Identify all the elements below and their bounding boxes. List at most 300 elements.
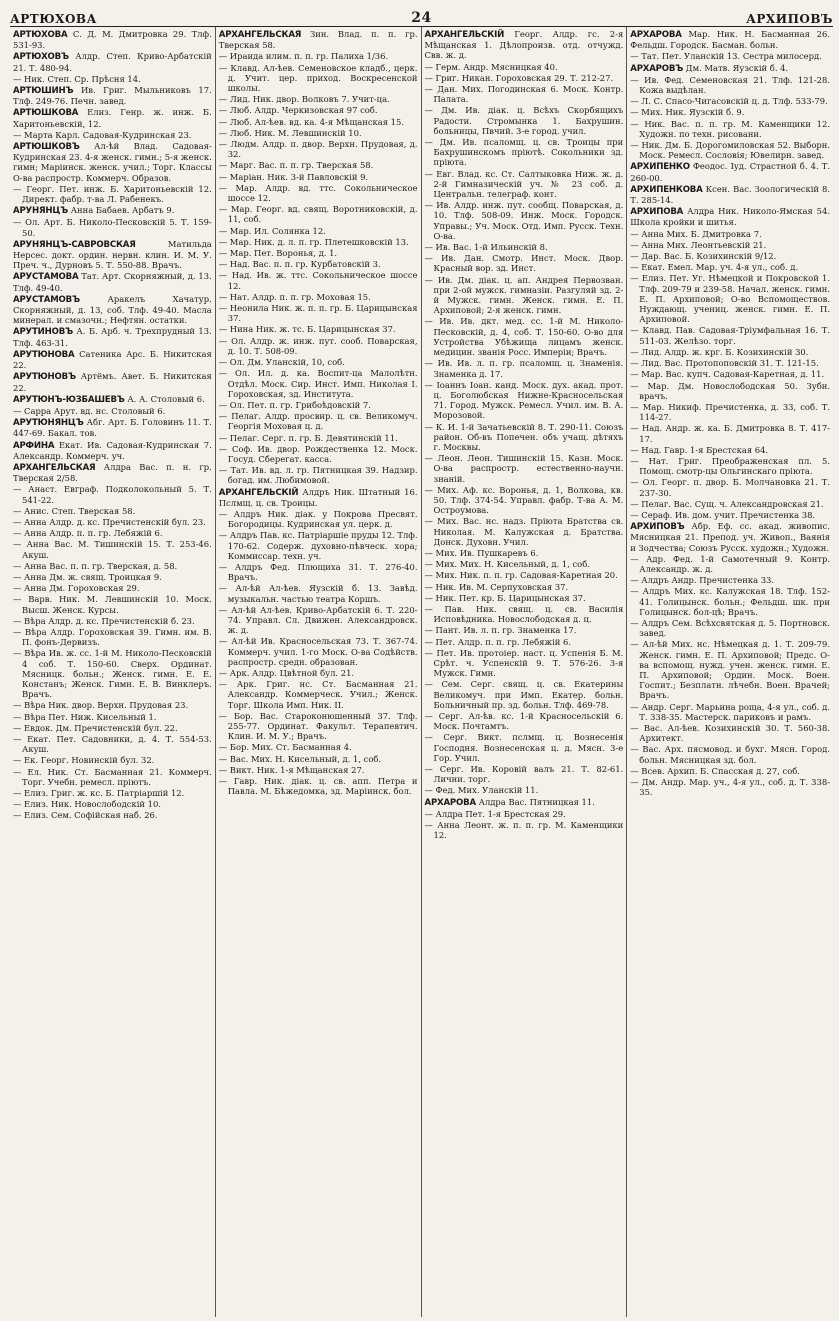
directory-entry bbox=[13, 517, 212, 527]
surname-heading: АРУТЮНОВЪ bbox=[13, 372, 76, 383]
directory-entry-head bbox=[13, 462, 212, 483]
directory-entry-head bbox=[425, 29, 624, 61]
directory-entry bbox=[425, 604, 624, 624]
entry-text: Мар. Георг. вд. свящ. Воротниковскій, д. 11, соб. bbox=[227, 204, 418, 225]
directory-entry bbox=[425, 253, 624, 273]
surname-heading: АРХАНГЕЛЬСКІЙ bbox=[424, 30, 505, 40]
entry-text: Дар. Вас. Б. Козихинскій 9/12. bbox=[641, 251, 777, 262]
entry-text: Ив. Дан. Смотр. Инст. Моск. Двор. Красный вор. зд. Инст. bbox=[433, 253, 624, 274]
entry-text: Мар. Вас. купч. Садовая-Каретная, д. 11. bbox=[641, 369, 825, 380]
directory-entry bbox=[219, 562, 418, 582]
entry-text: Ив. Фед. Семеновская 21. Тлф. 121-28. Кожа выдѣлан. bbox=[639, 74, 831, 96]
directory-entry bbox=[219, 226, 418, 236]
entry-text: Ник. Дм. Б. Дорогомиловская 52. Выборн. Моск. Ремесл. Сословія; Ювелирн. завед. bbox=[639, 140, 830, 161]
entry-text: Елиз. Григ. ж. кс. Б. Патріаршій 12. bbox=[24, 788, 185, 799]
entry-text: Анис. Степ. Тверская 58. bbox=[24, 505, 136, 516]
directory-entry bbox=[219, 711, 418, 742]
entry-text: Ол. Ил. д. ка. Воспит-ца Малолѣтн. Отдѣл. Моск. Сир. Инст. Имп. Николая I. Гороховская, зд. Института. bbox=[227, 368, 418, 399]
entry-text: Анна Бабаев. Арбатъ 9. bbox=[70, 205, 175, 216]
entry-text: Алдръ Андр. Пречистенка 33. bbox=[641, 575, 775, 586]
directory-entry bbox=[219, 324, 418, 334]
entry-text: Пет. Алдр. п. п. гр. Лебяжій 6. bbox=[435, 636, 572, 647]
directory-entry-head bbox=[630, 521, 830, 553]
entry-text: Мар. Ник. Н. Басманная 26. Фельдш. Городск. Басман. больн. bbox=[630, 29, 830, 51]
entry-text: Анна Алдр. д. кс. Пречистенскій бул. 23. bbox=[24, 516, 206, 527]
entry-text: Лид. Алдр. ж. крг. Б. Козихинскій 30. bbox=[641, 346, 809, 357]
entry-text: Марг. Вас. п. п. гр. Тверская 58. bbox=[229, 160, 374, 171]
entry-text: Тат. Арт. Скорняжный, д. 13. Тлф. 49-40. bbox=[13, 271, 212, 293]
directory-entry-head bbox=[630, 184, 830, 205]
directory-entry bbox=[219, 160, 418, 170]
directory-entry bbox=[219, 605, 418, 636]
directory-entry-head bbox=[13, 51, 212, 72]
directory-entry bbox=[630, 107, 830, 117]
surname-heading: АРХАНГЕЛЬСКІЙ bbox=[218, 487, 299, 498]
directory-entry bbox=[425, 548, 624, 558]
surname-heading: АРУТЮНЪ-ЮЗБАШЕВЪ bbox=[13, 394, 125, 405]
entry-text: Абр. Еф. сс. акад. живопис. Мясницкая 21. Препод. уч. Живоп., Ваянія и Зодчества; Союзъ Русск. художн.; Художн. bbox=[630, 521, 830, 553]
directory-entry bbox=[630, 347, 830, 357]
directory-entry bbox=[425, 422, 624, 453]
directory-entry bbox=[425, 73, 624, 83]
directory-entry bbox=[630, 140, 830, 160]
directory-entry bbox=[630, 51, 830, 61]
directory-entry bbox=[630, 262, 830, 272]
entry-text: Арк. Алдр. Цвѣтной бул. 21. bbox=[229, 667, 355, 678]
entry-text: Георг. Алдр. гс. 2-я Мѣщанская 1. Дѣлопроизв. отд. отчужд. Свв. ж. д. bbox=[424, 29, 624, 61]
surname-heading: АРХИПОВА bbox=[630, 207, 684, 218]
entry-text: Мих. Аф. кс. Воронья, д. 1, Волкова, кв. 50. Тлф. 374-54. Управл. фабр. Т-ва А. М. Остроумова. bbox=[433, 484, 624, 516]
directory-entry bbox=[425, 582, 624, 592]
directory-entry bbox=[630, 229, 830, 239]
entry-text: Дм. Андр. Мар. уч., 4-я ул., соб. д. Т. 338-35. bbox=[639, 777, 830, 798]
directory-entry bbox=[630, 777, 830, 797]
directory-entry bbox=[425, 242, 624, 252]
directory-entry bbox=[425, 137, 624, 168]
directory-entry-head bbox=[219, 29, 418, 50]
directory-entry-head bbox=[13, 440, 212, 461]
entry-text: Анна Дм. ж. свящ. Троицкая 9. bbox=[24, 571, 162, 582]
directory-entry bbox=[425, 62, 624, 72]
entry-text: Артёмъ. Авет. Б. Никитская 22. bbox=[13, 371, 212, 393]
directory-entry bbox=[13, 723, 212, 733]
entry-text: Маріан. Ник. 3-й Павловскій 9. bbox=[229, 171, 369, 182]
directory-entry bbox=[219, 357, 418, 367]
entry-text: Ив. Дм. діак. ц. ап. Андрея Первозван. при 2-ой мужск. гимназіи. Разгуляй зд. 2-й Мужск. гимн. Женск. гимн. Е. П. Архиповой; 2-я женск. гимн. bbox=[433, 274, 624, 316]
entry-text: Георг. Пет. инж. Б. Харитоньевскій 12. Директ. фабр. т-ва Л. Рабенекъ. bbox=[22, 183, 212, 205]
entry-text: Люб. Ник. М. Левшинскій 10. bbox=[229, 127, 362, 138]
directory-entry bbox=[630, 358, 830, 368]
entry-text: Алдра Пет. 1-я Брестская 29. bbox=[435, 808, 566, 819]
entry-text: Зин. Влад. п. п. гр. Тверская 58. bbox=[218, 29, 418, 51]
entry-text: Анна Мих. Леонтьевскій 21. bbox=[641, 239, 767, 250]
entry-text: Бор. Мих. Ст. Басманная 4. bbox=[229, 742, 352, 753]
directory-entry bbox=[425, 453, 624, 484]
directory-entry bbox=[13, 700, 212, 710]
entry-text: Варв. Ник. М. Левшинскій 10. Моск. Высш. Женск. Курсы. bbox=[22, 594, 212, 615]
directory-entry bbox=[630, 477, 830, 497]
entry-text: Мих. Ив. Пушкаревъ 6. bbox=[435, 547, 539, 558]
directory-entry-head bbox=[13, 294, 212, 326]
entry-text: Марта Карл. Садовая-Кудринская 23. bbox=[24, 129, 192, 140]
directory-entry bbox=[425, 105, 624, 136]
directory-entry bbox=[219, 433, 418, 443]
directory-entry bbox=[630, 325, 830, 345]
directory-entry bbox=[13, 561, 212, 571]
entry-text: Алдра Вас. п. н. гр. Тверская 2/58. bbox=[13, 461, 212, 484]
directory-entry bbox=[630, 445, 830, 455]
directory-entry bbox=[219, 51, 418, 61]
directory-entry bbox=[219, 368, 418, 399]
entry-text: Над. Андр. ж. ка. Б. Дмитровка 8. Т. 417-17. bbox=[639, 423, 830, 444]
directory-entry bbox=[425, 637, 624, 647]
directory-entry bbox=[219, 400, 418, 410]
directory-entry bbox=[219, 117, 418, 127]
entry-text: Ал-ѣй Ал-ѣев. Яузскій б. 13. Завѣд. музыкальн. частью театра Коршъ. bbox=[227, 583, 418, 604]
entry-text: Всев. Архип. Б. Спасская д. 27, соб. bbox=[641, 765, 800, 776]
directory-entry bbox=[425, 570, 624, 580]
directory-entry bbox=[630, 402, 830, 422]
entry-text: Абг. Арт. Б. Головинъ 11. Т. 447-69. Бакал. тов. bbox=[13, 417, 212, 439]
directory-entry bbox=[219, 336, 418, 356]
directory-entry bbox=[219, 765, 418, 775]
directory-entry bbox=[630, 766, 830, 776]
surname-heading: АРТЮШКОВА bbox=[13, 108, 79, 119]
entry-text: Сераф. Ив. дом. учит. Пречистенка 38. bbox=[641, 509, 816, 520]
entry-text: Ксен. Вас. Зоологическій 8. Т. 285-14. bbox=[630, 183, 830, 206]
entry-text: Тат. Ив. вд. л. гр. Пятницкая 39. Надзир. богад. им. Любимовой. bbox=[227, 465, 418, 486]
directory-entry-head bbox=[13, 371, 212, 392]
directory-entry bbox=[13, 217, 212, 237]
entry-text: Лид. Вас. Протопоповскій 31. Т. 121-15. bbox=[641, 358, 819, 369]
entry-text: Герм. Андр. Мясницкая 40. bbox=[435, 61, 558, 72]
entry-text: Матильда Нерсес. докт. ордин. нервн. клин. И. М. У. Преч. ч., Дурновъ 5. Т. 550-88. Врачъ. bbox=[13, 238, 212, 271]
directory-entry bbox=[219, 248, 418, 258]
entry-text: Ив. Алдр. инж. пут. сообщ. Поварская, д. 10. Тлф. 508-09. Инж. Моск. Городск. Управы.; Уч. Моск. Отд. Имп. Русск. Техн. О-ва. bbox=[433, 200, 624, 241]
entry-text: Сем. Серг. свящ. ц. св. Екатерины Великомуч. при Имп. Екатер. больн. Больничный пр. зд. больн. Тлф. 469-78. bbox=[433, 679, 624, 710]
directory-entry bbox=[219, 636, 418, 667]
surname-heading: АРТЮШКОВЪ bbox=[13, 142, 80, 153]
directory-entry-head bbox=[13, 271, 212, 292]
directory-entry bbox=[425, 648, 624, 679]
directory-entry-head bbox=[425, 797, 624, 808]
entry-text: Пет. Ив. протоіер. наст. ц. Успенія Б. М. Срѣт. ч. Успенскій 9. Т. 576-26. 3-я Мужск. Гимн. bbox=[433, 647, 624, 679]
directory-entry bbox=[219, 776, 418, 796]
directory-entry bbox=[13, 184, 212, 204]
directory-entry bbox=[630, 456, 830, 476]
entry-text: Анна Вас. М. Тишинскій 15. Т. 253-46. Акуш. bbox=[22, 539, 212, 560]
directory-entry bbox=[219, 583, 418, 603]
directory-entry bbox=[219, 411, 418, 431]
entry-text: Викт. Ник. 1-я Мѣщанская 27. bbox=[229, 764, 365, 775]
directory-entry bbox=[219, 237, 418, 247]
entry-text: Екат. Ив. Садовая-Кудринская 7. Александр. Коммерч. уч. bbox=[13, 439, 212, 461]
directory-entry bbox=[425, 316, 624, 357]
entry-text: Над. Ив. ж. ттс. Сокольническое шоссе 12. bbox=[227, 270, 418, 291]
entry-text: Мар. Дм. Новослободская 50. Зубн. врачъ. bbox=[639, 380, 830, 401]
entry-text: Мих. Вас. нс. надз. Пріюта Братства св. Николая. М. Калужская д. Братства. Донск. Духовн. Учил. bbox=[433, 516, 624, 547]
directory-entry bbox=[630, 273, 830, 324]
entry-text: Дм. Матв. Яузскій б. 4. bbox=[685, 62, 789, 73]
entry-text: Фед. Мих. Уланскій 11. bbox=[435, 785, 539, 796]
entry-text: Тат. Пет. Уланскій 13. Сестра милосерд. bbox=[641, 51, 822, 62]
directory-entry bbox=[425, 84, 624, 104]
directory-entry bbox=[630, 369, 830, 379]
entry-text: Пелаг. Вас. Сущ. ч. Александровская 21. bbox=[641, 498, 824, 509]
entry-text: Ол. Дм. Уланскій, 10, соб. bbox=[229, 357, 345, 368]
entry-text: Евдок. Дм. Пречистенскій бул. 22. bbox=[24, 722, 178, 733]
directory-entry bbox=[13, 528, 212, 538]
entry-text: Ал-ѣй Ив. Красносельская 73. Т. 367-74. Коммерч. учил. 1-го Моск. О-ва Содѣйств. распростр. средн. образован. bbox=[227, 636, 418, 667]
directory-entry bbox=[425, 785, 624, 795]
entry-text: Алдръ Ник. Штатный 16. Пслмщ. ц. св. Троицы. bbox=[218, 486, 418, 508]
directory-entry bbox=[425, 820, 624, 840]
entry-text: Адр. Фед. 1-й Самотечный 9. Контр. Александр. ж. д. bbox=[639, 553, 830, 574]
directory-entry-head bbox=[13, 417, 212, 438]
directory-entry bbox=[219, 668, 418, 678]
entry-text: Ол. Арт. Б. Николо-Песковскій 5. Т. 159-50. bbox=[22, 217, 212, 238]
entry-text: Алдр. Степ. Криво-Арбатскій 21. Т. 480-94. bbox=[13, 51, 212, 73]
directory-entry bbox=[630, 381, 830, 401]
entry-text: Алдра Ник. Николо-Ямская 54. Школа кройки и шитья. bbox=[630, 206, 830, 228]
directory-entry bbox=[13, 627, 212, 647]
entry-text: Ек. Георг. Новинскій бул. 32. bbox=[24, 755, 155, 766]
entry-text: Серг. Ал-ѣв. кс. 1-й Красносельскій 6. Моск. Почтамтъ. bbox=[433, 711, 624, 732]
entry-text: Феодос. Іуд. Страстной б. 4. Т. 260-00. bbox=[630, 161, 830, 183]
directory-entry bbox=[630, 744, 830, 764]
entry-text: Евг. Влад. кс. Ст. Салтыковка Ниж. ж. д. 2-й Гимназическій уч. № 23 соб. д. Центральн. телеграф. конт. bbox=[433, 168, 624, 200]
directory-entry bbox=[630, 586, 830, 617]
entry-text: Людм. Алдр. п. двор. Верхн. Прудовая, д. 32. bbox=[227, 139, 418, 160]
surname-heading: АРУТЮНЯНЦЪ bbox=[13, 418, 84, 429]
surname-heading: АРУНЯНЦЪ-САВРОВСКАЯ bbox=[13, 239, 136, 250]
directory-entry bbox=[219, 679, 418, 710]
entry-text: Ив. Григ. Мыльниковъ 17. Тлф. 249-76. Печн. завед. bbox=[13, 85, 212, 107]
directory-entry-head bbox=[630, 63, 830, 74]
entry-text: Пелаг. Серг. п. гр. Б. Девятинскій 11. bbox=[229, 432, 398, 443]
directory-entry bbox=[13, 616, 212, 626]
directory-entry-head bbox=[13, 394, 212, 405]
directory-entry bbox=[630, 251, 830, 261]
directory-entry bbox=[13, 767, 212, 787]
directory-entry bbox=[425, 169, 624, 200]
directory-entry bbox=[13, 74, 212, 84]
directory-entry bbox=[13, 484, 212, 504]
surname-heading: АРХИПОВЪ bbox=[630, 522, 685, 533]
directory-entry bbox=[13, 734, 212, 754]
directory-entry bbox=[425, 380, 624, 421]
surname-heading: АРХИПЕНКО bbox=[630, 162, 690, 173]
entry-text: А. Б. Арб. ч. Трехпрудный 13. Тлф. 463-31. bbox=[13, 326, 212, 348]
entry-text: Ник. Степ. Ср. Прѣсня 14. bbox=[24, 73, 141, 84]
directory-entry bbox=[13, 799, 212, 809]
entry-text: Ив. Ив. дкт. мед. сс. 1-й М. Николо-Песковскій, д. 4, соб. Т. 150-60. О-во для Устройства Убѣжища лицамъ женск. медицин. званія Росс. Имперіи; Врачъ. bbox=[433, 316, 624, 358]
entry-text: Вѣра Пет. Ниж. Кисельный 1. bbox=[24, 711, 157, 722]
entry-text: Нат. Алдр. п. п. гр. Моховая 15. bbox=[229, 291, 371, 302]
directory-entry bbox=[13, 406, 212, 416]
page-header bbox=[10, 6, 833, 27]
surname-heading: АРУТЮНОВА bbox=[13, 349, 75, 360]
entry-text: Арк. Григ. нс. Ст. Басманная 21. Александр. Коммерческ. Учил.; Женск. Торг. Школа Имп. Ник. II. bbox=[227, 679, 418, 710]
entry-text: Ираида илим. п. п. гр. Палиха 1/36. bbox=[229, 51, 389, 62]
directory-entry bbox=[219, 128, 418, 138]
entry-text: Ол. Георг. п. двор. Б. Молчановка 21. Т. 237-30. bbox=[639, 477, 830, 498]
entry-text: Дм. Ив. діак. ц. Всѣхъ Скорбящихъ Радости. Стромынка 1. Бахрушин. больницы, Пвчий. 3-е город. учил. bbox=[433, 105, 624, 136]
directory-entry-head bbox=[219, 487, 418, 508]
directory-entry bbox=[630, 499, 830, 509]
entry-text: Сарра Арут. вд. нс. Столовый 6. bbox=[24, 405, 166, 416]
directory-entry bbox=[630, 639, 830, 700]
entry-text: Аракелъ Хачатур. Скорняжный, д. 13, соб. Тлф. 49-40. Масла минерал. и смазочн.; Нефтян. остатки. bbox=[13, 293, 212, 326]
page-number: 24 bbox=[411, 10, 432, 26]
directory-entry bbox=[13, 130, 212, 140]
directory-entry bbox=[425, 593, 624, 603]
entry-text: Алдра Вас. Пятницкая 11. bbox=[478, 796, 595, 807]
directory-entry bbox=[13, 712, 212, 722]
entry-text: Елиз. Пет. Уг. Нѣмецкой и Покровской 1. Тлф. 209-79 и 239-58. Начал. женск. гимн. Е. П. Архиповой; О-во Вспомоществов. Нуждающ. учениц. женск. гимн. Е. П. Архиповой. bbox=[639, 273, 830, 325]
entry-text: Вас. Арх. пясмовод. и бухг. Мясн. Город. больн. Мясницкая зд. бол. bbox=[639, 744, 830, 765]
surname-heading: АРУНЯНЦЪ bbox=[13, 206, 69, 217]
entry-text: Серг. Викт. пслмщ. ц. Вознесенія Господня. Вознесенская ц. д. Мясн. 3-е Гор. Учил. bbox=[433, 732, 624, 763]
entry-text: Л. С. Спасо-Чигасовскій ц. д. Тлф. 533-79. bbox=[641, 96, 828, 107]
entry-text: Пант. Ив. л. п. гр. Знаменка 17. bbox=[435, 625, 577, 636]
directory-entry-head bbox=[13, 205, 212, 216]
entry-text: Пелаг. Алдр. просвир. ц. св. Великомуч. Георгія Моховая ц. д. bbox=[227, 411, 418, 432]
directory-entry bbox=[425, 358, 624, 378]
entry-text: Ив. Ив. л. п. гр. псаломщ. ц. Знаменія. Знаменка д. 17. bbox=[433, 358, 624, 379]
entry-text: Вас. Ал-ѣев. Козихинскій 30. Т. 560-38. Архитект. bbox=[639, 723, 830, 744]
directory-column-1 bbox=[10, 27, 216, 1317]
directory-entry-head bbox=[13, 29, 212, 50]
surname-heading: АРХАРОВЪ bbox=[630, 63, 684, 74]
entry-text: Ал-ѣй Влад. Садовая-Кудринская 23. 4-я женск. гимн.; 5-я женск. гимн; Маріинск. женск. учил.; Торг. Классы О-ва распростр. Коммерч. Образов. bbox=[13, 141, 212, 183]
entry-text: Ник. Вас. п. п. гр. М. Каменщики 12. Художн. по техн. рисовани. bbox=[639, 118, 830, 139]
directory-entry bbox=[219, 292, 418, 302]
entry-text: Григ. Никан. Гороховская 29. Т. 212-27. bbox=[435, 72, 614, 83]
directory-entry bbox=[425, 711, 624, 731]
entry-text: Анна Дм. Гороховская 29. bbox=[24, 583, 140, 594]
directory-entry bbox=[13, 788, 212, 798]
directory-columns bbox=[10, 27, 833, 1317]
entry-text: Сатеника Арс. Б. Никитская 22. bbox=[13, 348, 212, 371]
entry-text: К. И. 1-й Зачатьевскій 8. Т. 290-11. Союзъ район. Об-въ Попечен. объ учащ. дѣтяхъ г. Москвы. bbox=[433, 421, 624, 452]
directory-entry bbox=[13, 594, 212, 614]
entry-text: Ол. Алдр. ж. инж. пут. сооб. Поварская, д. 10. Т. 508-09. bbox=[227, 335, 418, 356]
directory-entry-head bbox=[630, 161, 830, 182]
entry-text: Люб. Ал-ѣев. вд. ка. 4-я Мѣщанская 15. bbox=[229, 116, 405, 127]
entry-text: Вѣра Алдр. Гороховская 39. Гимн. им. В. П. фонъ-Дервизъ. bbox=[22, 626, 212, 648]
directory-entry-head bbox=[13, 239, 212, 271]
directory-entry bbox=[13, 755, 212, 765]
directory-entry bbox=[219, 172, 418, 182]
entry-text: Іоаннъ Іоан. канд. Моск. дух. акад. прот. ц. Боголюбская Нижне-Красносельская 71. Город. Мужск. Ремесл. Учил. им. В. А. Морозовой. bbox=[433, 379, 624, 421]
surname-heading: АРТЮХОВА bbox=[13, 30, 68, 40]
entry-text: Гавр. Ник. діак. ц. св. апп. Петра и Павла. М. Бѣжедомка, зд. Маріинск. бол. bbox=[227, 776, 418, 797]
entry-text: Лид. Ник. двор. Волковъ 7. Учит-ца. bbox=[229, 94, 390, 105]
directory-entry bbox=[219, 742, 418, 752]
entry-text: Мар. Ник. д. л. п. гр. Плетешковскій 13. bbox=[229, 236, 409, 247]
surname-heading: АРУСТАМОВА bbox=[13, 272, 79, 283]
directory-entry bbox=[219, 754, 418, 764]
entry-text: Алдръ Мих. кс. Калужская 18. Тлф. 152-41. Голицынск. больн.; Фельдш. шк. при Голицынск. бол-цѣ; Врачъ. bbox=[639, 586, 830, 617]
directory-entry bbox=[630, 618, 830, 638]
directory-entry bbox=[425, 275, 624, 316]
entry-text: Неонила Ник. ж. п. п. гр. Б. Царицынская 37. bbox=[227, 303, 418, 324]
entry-text: Вѣра Ник. двор. Верхн. Прудовая 23. bbox=[24, 700, 189, 711]
surname-heading: АРХАРОВА bbox=[630, 30, 682, 40]
directory-entry bbox=[630, 723, 830, 743]
entry-text: Нина Ник. ж. тс. Б. Царицынская 37. bbox=[229, 324, 396, 335]
directory-entry bbox=[13, 539, 212, 559]
directory-entry bbox=[219, 530, 418, 561]
entry-text: Ив. Вас. 1-й Ильинскій 8. bbox=[435, 242, 548, 253]
directory-entry-head bbox=[13, 107, 212, 128]
entry-text: Елиз. Ник. Новослободскій 10. bbox=[24, 799, 161, 810]
directory-entry bbox=[219, 509, 418, 529]
directory-entry bbox=[219, 105, 418, 115]
directory-column-4 bbox=[627, 27, 833, 1317]
directory-entry bbox=[219, 303, 418, 323]
entry-text: Алдръ Ник. діак. у Покрова Пресвят. Богородицы. Кудринская ул. церк. д. bbox=[227, 508, 418, 530]
directory-entry bbox=[13, 648, 212, 699]
directory-entry bbox=[219, 183, 418, 203]
directory-entry bbox=[425, 625, 624, 635]
directory-entry bbox=[630, 423, 830, 443]
entry-text: Анна Леонт. ж. п. п. гр. М. Каменщики 12. bbox=[433, 820, 624, 841]
directory-entry bbox=[425, 764, 624, 784]
surname-heading: АРТЮШИНЪ bbox=[13, 86, 74, 97]
directory-entry bbox=[425, 485, 624, 516]
surname-heading: АРХАНГЕЛЬСКАЯ bbox=[218, 30, 302, 40]
directory-entry bbox=[425, 809, 624, 819]
directory-entry bbox=[630, 75, 830, 95]
directory-entry bbox=[219, 259, 418, 269]
directory-entry bbox=[630, 702, 830, 722]
surname-heading: АРХАРОВА bbox=[424, 797, 476, 808]
entry-text: Ник. Пет. кр. Б. Царицынская 37. bbox=[435, 592, 586, 603]
directory-entry-head bbox=[630, 29, 830, 50]
entry-text: Мар. Алдр. вд. ттс. Сокольническое шоссе 12. bbox=[227, 182, 418, 204]
surname-heading: АРУСТАМОВЪ bbox=[13, 294, 80, 305]
surname-heading: АРХАНГЕЛЬСКАЯ bbox=[13, 462, 96, 473]
directory-entry bbox=[13, 572, 212, 582]
entry-text: Бор. Вас. Староконюшенный 37. Тлф. 255-77. Ординат. Факульт. Терапевтич. Клин. И. М. У.; Врачъ. bbox=[227, 710, 418, 742]
entry-text: Екат. Емел. Мар. уч. 4-я ул., соб. д. bbox=[641, 262, 799, 273]
directory-entry bbox=[425, 200, 624, 241]
entry-text: Вѣра Ив. ж. сс. 1-й М. Николо-Песковскій 4 соб. Т. 150-60. Сверх. Ординат. Мясницк. больн.; Женск. гимн. Е. Е. Констанъ; Женск. Гимн. Е. В. Винклеръ. Врачъ. bbox=[22, 648, 212, 700]
directory-entry-head bbox=[13, 85, 212, 106]
surname-heading: АРФИНА bbox=[13, 440, 55, 451]
entry-text: Ол. Пет. п. гр. Грибоѣдовскій 7. bbox=[229, 399, 371, 410]
entry-text: Пав. Ник. свящ. ц. св. Василія Исповѣдника. Новослободская д. ц. bbox=[433, 603, 624, 625]
directory-column-3 bbox=[422, 27, 628, 1317]
entry-text: Мар. Ил. Солянка 12. bbox=[229, 225, 326, 236]
entry-text: Андр. Серг. Марьина роща, 4-я ул., соб. д. Т. 338-35. Мастерск. париковъ и рамъ. bbox=[639, 701, 830, 722]
entry-text: Анаст. Евграф. Подколокольный 5. Т. 541-22. bbox=[22, 484, 212, 505]
directory-entry bbox=[425, 732, 624, 763]
entry-text: Ник. Ив. М. Серпуховская 37. bbox=[435, 581, 569, 592]
directory-entry bbox=[630, 510, 830, 520]
entry-text: Мих. Ник. Яузскій б. 9. bbox=[641, 107, 745, 118]
entry-text: Ал-ѣй Мих. нс. Нѣмецкая д. 1. Т. 209-79. Женск. гимн. Е. П. Архиповой; Предс. О-ва вспомощ. нужд. учен. женск. гимн. Е. П. Архиповой; Ордин. Моск. Воен. Госпит.; Безплатн. лѣчебн. Воен. Врачей; Врачъ. bbox=[639, 639, 830, 701]
directory-entry bbox=[13, 506, 212, 516]
entry-text: Люб. Алдр. Черкизовская 97 соб. bbox=[229, 105, 378, 116]
directory-column-2 bbox=[216, 27, 422, 1317]
entry-text: Елиз. Сем. Софійская наб. 26. bbox=[24, 810, 158, 821]
entry-text: Соф. Ив. двор. Рождественка 12. Моск. Госуд. Сберегат. касса. bbox=[227, 443, 418, 464]
directory-entry bbox=[219, 270, 418, 290]
entry-text: Клавд. Пав. Садовая-Тріумфальная 16. Т. 511-03. Желѣзо. торг. bbox=[639, 325, 830, 346]
